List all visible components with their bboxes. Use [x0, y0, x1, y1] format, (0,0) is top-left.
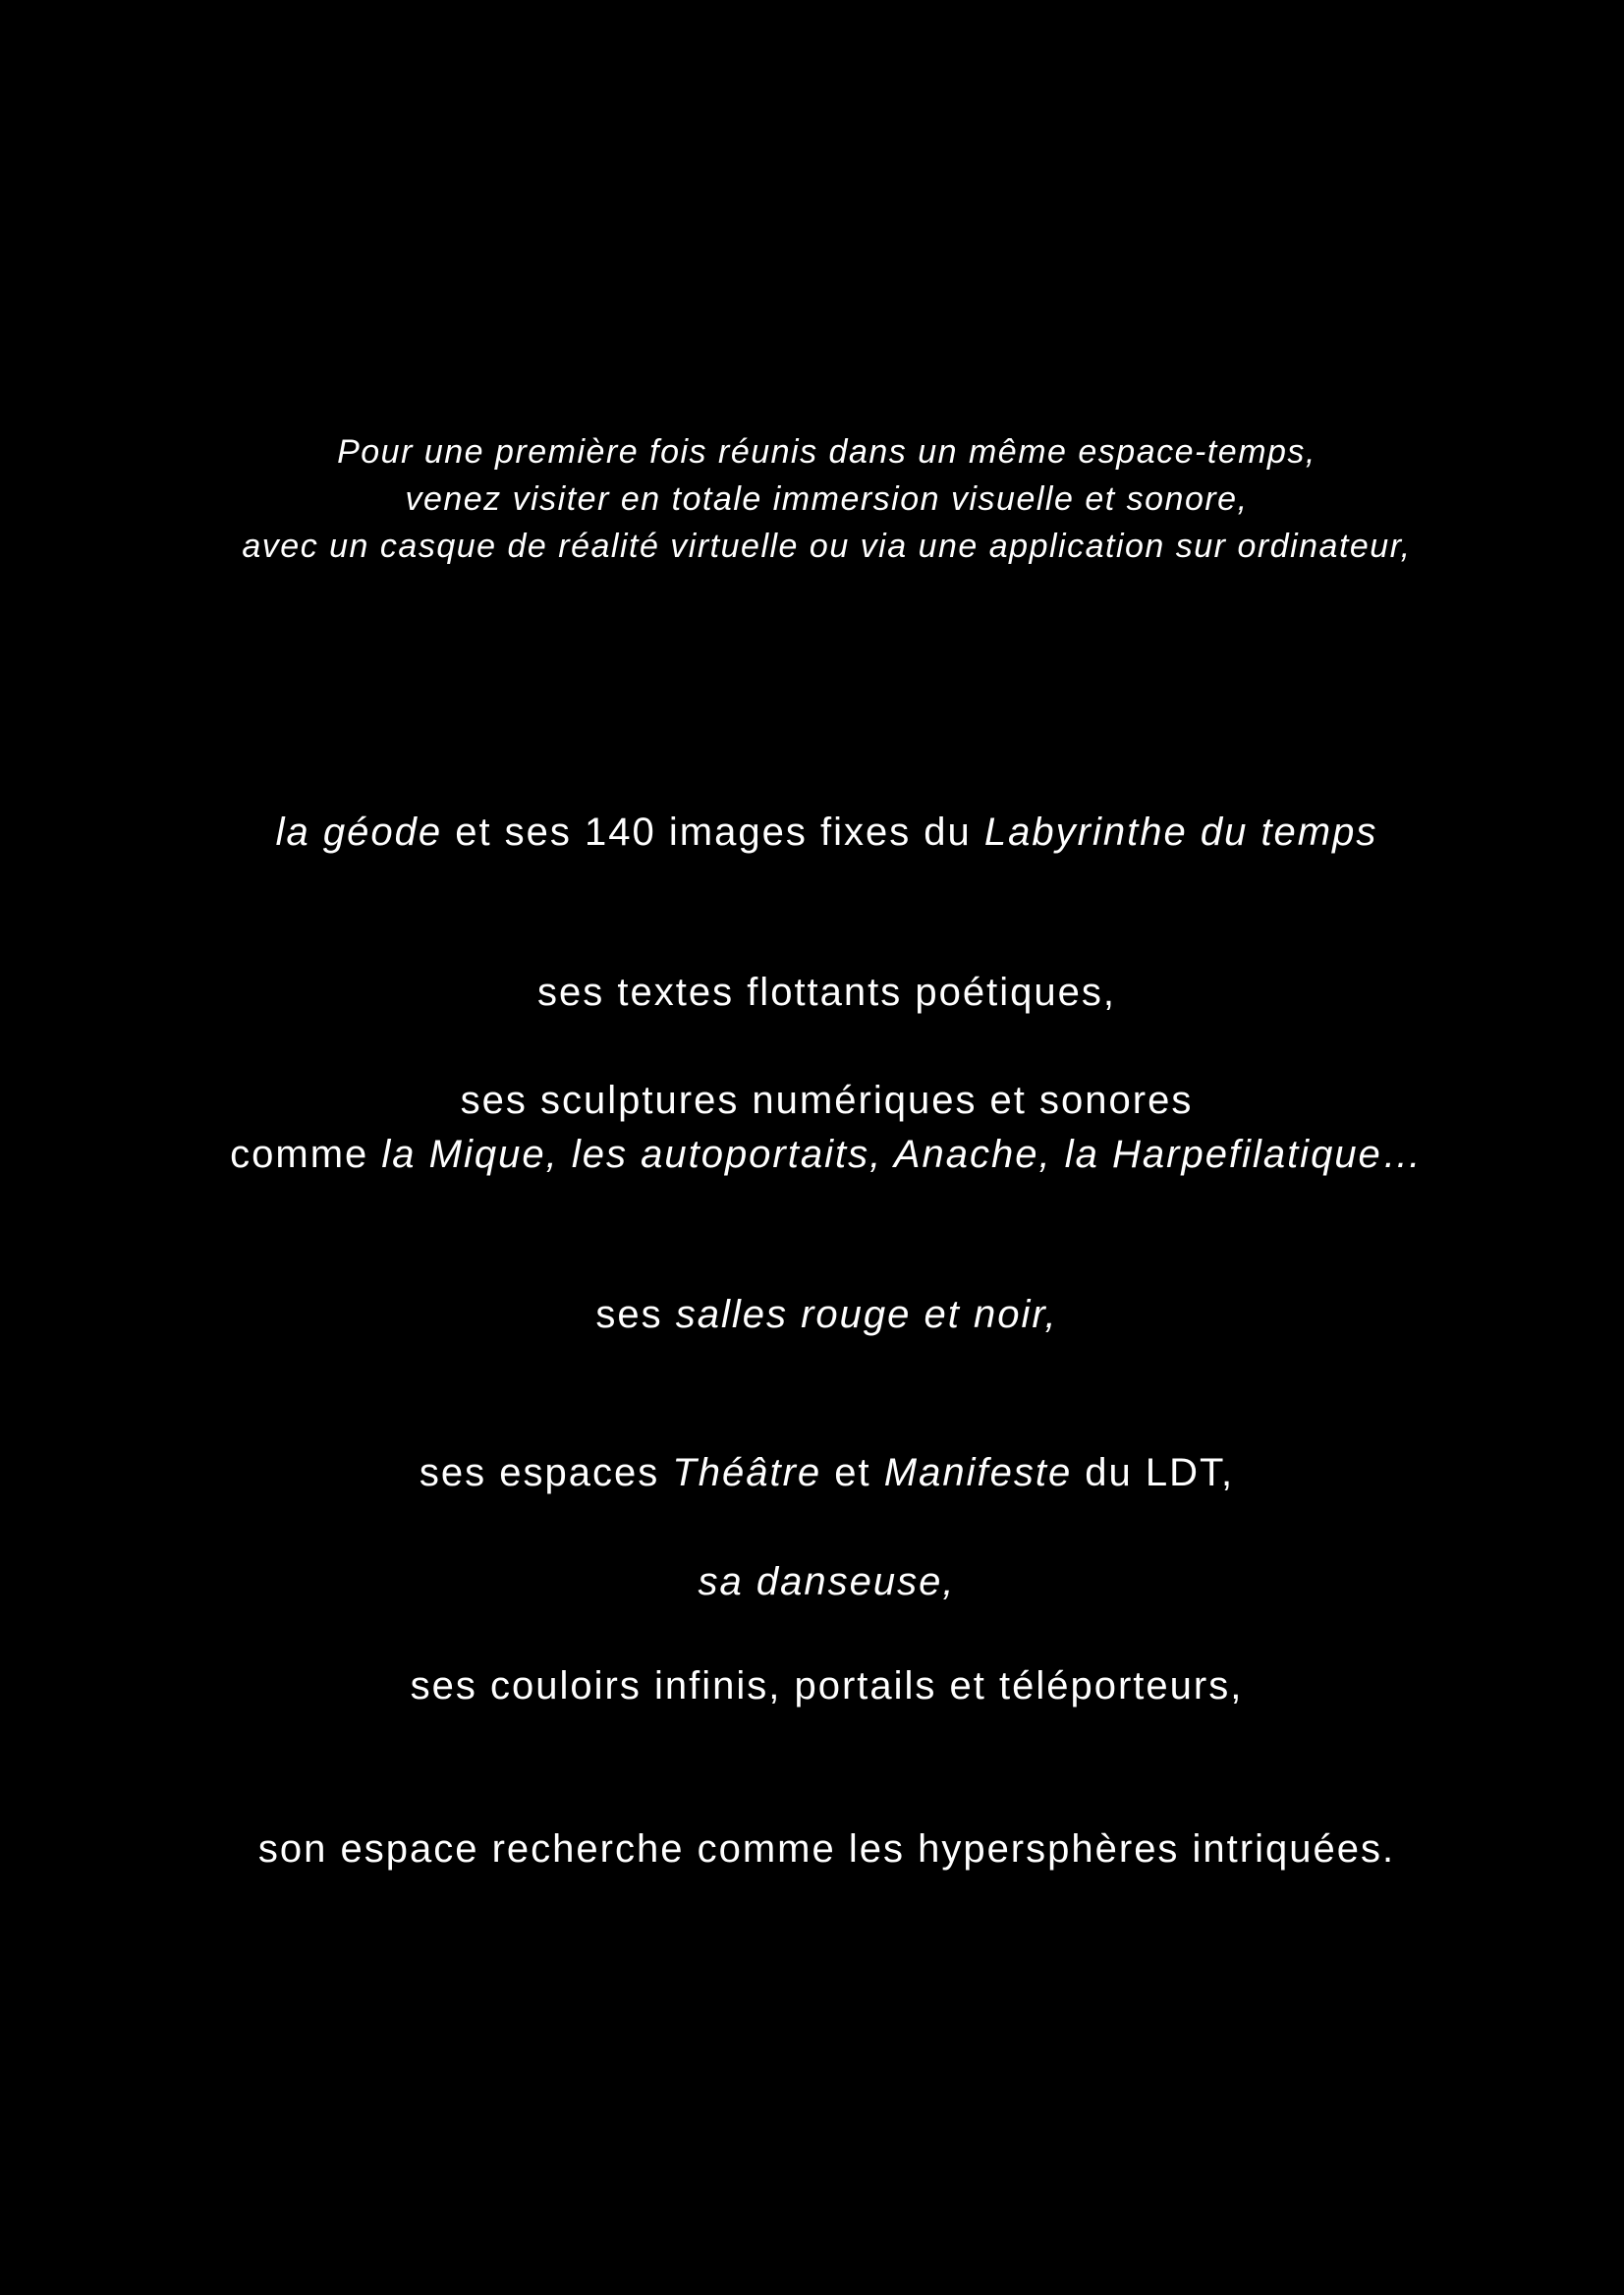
line-intro-1 — [29, 428, 1624, 476]
line-recherche — [29, 1825, 1624, 1873]
text-segment: ses espaces — [419, 1451, 673, 1494]
intro-text: Pour une première fois réunis dans un même espace-temps, — [337, 433, 1316, 471]
text-segment: du LDT, — [1072, 1451, 1235, 1494]
line-geode — [29, 809, 1624, 856]
text-segment: et ses 140 images fixes du — [442, 811, 984, 854]
line-espaces — [29, 1449, 1624, 1496]
work-title-manifeste: Manifeste — [883, 1451, 1073, 1494]
work-title-danseuse: sa danseuse, — [698, 1560, 956, 1603]
intro-text: venez visiter en totale immersion visuelle et sonore, — [405, 480, 1249, 518]
line-sculptures-examples — [29, 1131, 1624, 1178]
work-title-theatre: Théâtre — [672, 1451, 822, 1494]
work-titles-mique-autoportaits-anache-harpefilatique: la Mique, les autoportaits, Anache, la Harpefilatique… — [381, 1133, 1424, 1176]
text-segment: et — [821, 1451, 884, 1494]
work-title-salles-rouge-et-noir: salles rouge et noir, — [675, 1293, 1058, 1336]
text-segment: comme — [230, 1133, 382, 1176]
intro-text: avec un casque de réalité virtuelle ou via une application sur ordinateur, — [242, 528, 1412, 565]
text-segment: ses — [595, 1293, 676, 1336]
line-textes-flottants — [29, 969, 1624, 1016]
line-intro-3 — [29, 523, 1624, 570]
text-segment: ses couloirs infinis, portails et téléporteurs, — [410, 1664, 1244, 1707]
work-title-geode: la géode — [275, 811, 443, 854]
line-sculptures — [29, 1077, 1624, 1124]
line-danseuse — [29, 1558, 1624, 1605]
text-segment: ses sculptures numériques et sonores — [460, 1079, 1194, 1122]
text-segment: ses textes flottants poétiques, — [537, 971, 1116, 1014]
line-intro-2 — [29, 476, 1624, 523]
line-salles — [29, 1291, 1624, 1338]
work-title-labyrinthe-du-temps: Labyrinthe du temps — [983, 811, 1378, 854]
line-couloirs — [29, 1662, 1624, 1709]
text-segment: son espace recherche comme les hypersphères intriquées. — [257, 1827, 1396, 1871]
